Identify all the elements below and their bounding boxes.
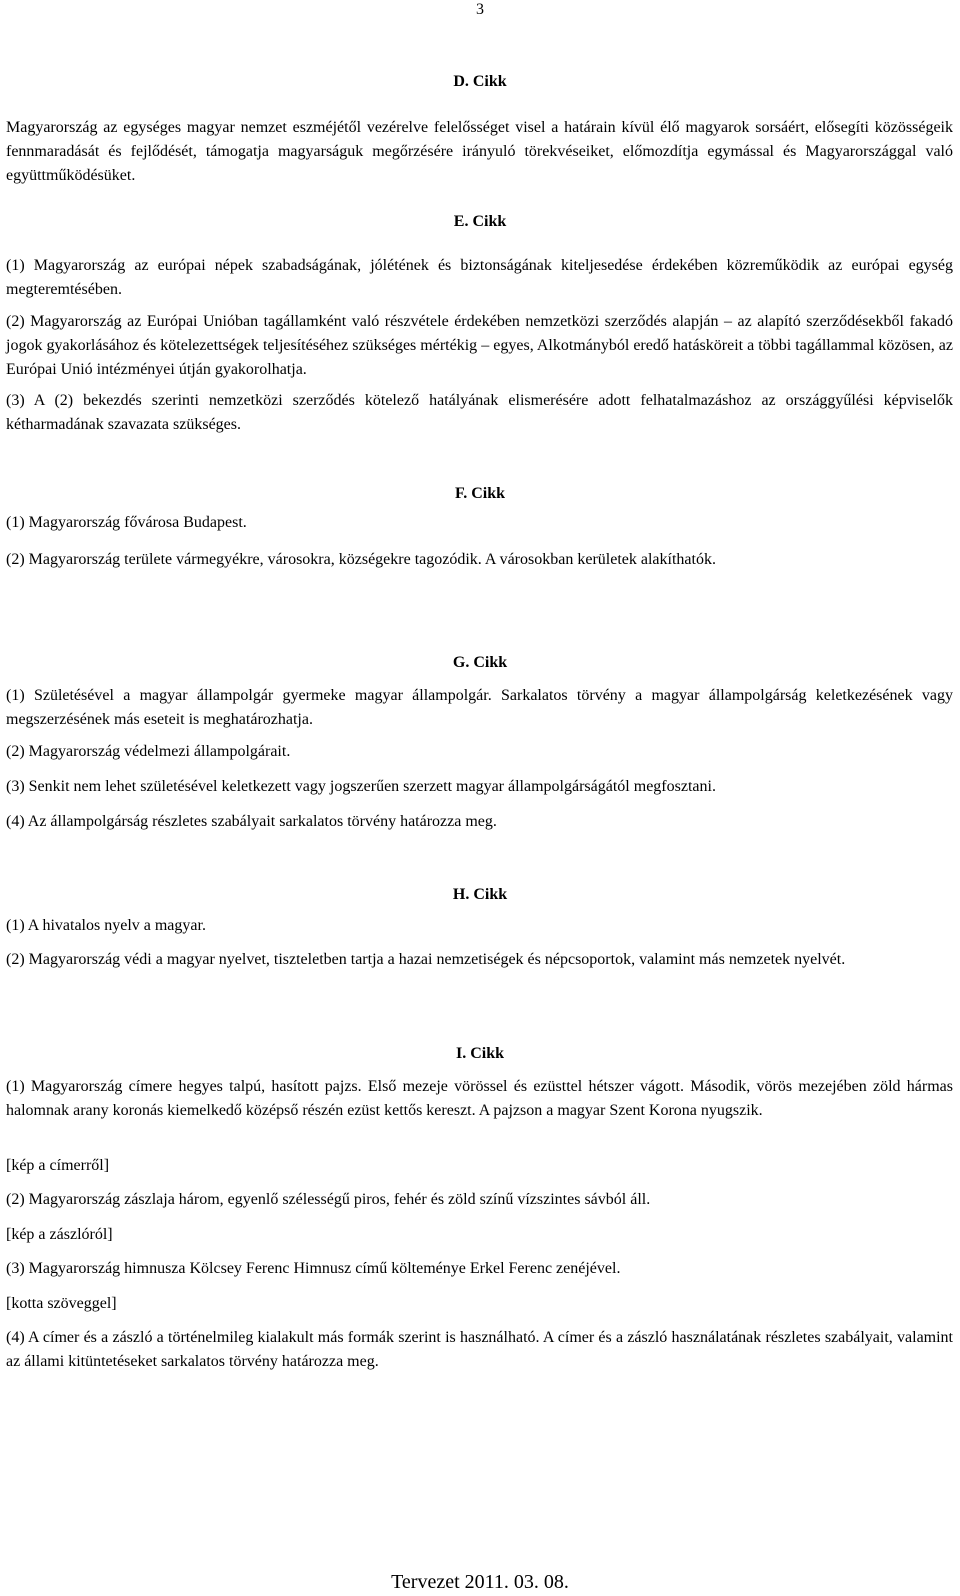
coat-of-arms-image-placeholder: [kép a címerről] [6,1157,110,1174]
article-h-paragraph-2: (2) Magyarország védi a magyar nyelvet, tiszteletben tartja a hazai nemzetiségek és népcsoportok, valamint más nemzetek nyelvét. [6,951,846,968]
article-f-heading: F. Cikk [454,485,506,502]
article-e-paragraph-2: (2) Magyarország az Európai Unióban tagállamként való részvétele érdekében nemzetközi szerződés alapján – az alapító szerződésekből fakadó jogok gyakorlásához és kötelezettségek teljesítéséhez szükséges mértékig – egyes, Alkotmányból eredő hatásköreit a többi tagállammal közösen, az Európai Unió intézményei útján gyakorolhatja. [6,313,953,378]
article-i-heading: I. Cikk [455,1045,505,1062]
article-f-paragraph-2: (2) Magyarország területe vármegyékre, városokra, községekre tagozódik. A városokban kerületek alakíthatók. [6,551,716,568]
article-e-heading: E. Cikk [453,213,507,230]
flag-image-placeholder: [kép a zászlóról] [6,1226,113,1243]
article-d-paragraph-1: Magyarország az egységes magyar nemzet eszméjétől vezérelve felelősséget visel a határain kívül élő magyarok sorsáért, elősegíti közösségeik fennmaradását és fejlődését, támogatja magyarságuk megőrzésére irányuló törekvéseiket, előmozdítja egymással és Magyarországgal való együttműködésüket. [6,119,953,184]
article-f-paragraph-1: (1) Magyarország fővárosa Budapest. [6,514,247,531]
page-number: 3 [476,1,484,18]
article-i-paragraph-3: (3) Magyarország himnusza Kölcsey Ferenc Himnusz című költeménye Erkel Ferenc zenéjével. [6,1260,621,1277]
article-h-heading: H. Cikk [452,886,508,903]
article-d-heading: D. Cikk [453,73,507,90]
article-i-paragraph-1: (1) Magyarország címere hegyes talpú, hasított pajzs. Első mezeje vörössel és ezüsttel hétszer vágott. Második, vörös mezejében zöld hármas halomnak arany koronás kiemelkedő középső részén ezüst kettős kereszt. A pajzson a magyar Szent Korona nyugszik. [6,1078,953,1119]
article-g-paragraph-4: (4) Az állampolgárság részletes szabályait sarkalatos törvény határozza meg. [6,813,497,830]
article-i-paragraph-2: (2) Magyarország zászlaja három, egyenlő szélességű piros, fehér és zöld színű vízszintes sávból áll. [6,1191,651,1208]
anthem-score-placeholder: [kotta szöveggel] [6,1295,117,1312]
article-g-paragraph-2: (2) Magyarország védelmezi állampolgárait. [6,743,291,760]
article-e-paragraph-1: (1) Magyarország az európai népek szabadságának, jólétének és biztonságának kiteljesedése érdekében közreműködik az európai egység megteremtésében. [6,257,953,298]
article-g-paragraph-1: (1) Születésével a magyar állampolgár gyermeke magyar állampolgár. Sarkalatos törvény a magyar állampolgárság keletkezésének vagy megszerzésének más eseteit is meghatározhatja. [6,687,953,728]
article-h-paragraph-1: (1) A hivatalos nyelv a magyar. [6,917,206,934]
footer-draft-date: Tervezet 2011. 03. 08. [391,1571,569,1593]
article-g-heading: G. Cikk [452,654,508,671]
article-g-paragraph-3: (3) Senkit nem lehet születésével keletkezett vagy jogszerűen szerzett magyar állampolgárságától megfosztani. [6,778,716,795]
article-i-paragraph-4: (4) A címer és a zászló a történelmileg kialakult más formák szerint is használható. A címer és a zászló használatának részletes szabályait, valamint az állami kitüntetéseket sarkalatos törvény határozza meg. [6,1329,953,1370]
article-e-paragraph-3: (3) A (2) bekezdés szerinti nemzetközi szerződés kötelező hatályának elismerésére adott felhatalmazáshoz az országgyűlési képviselők kétharmadának szavazata szükséges. [6,392,953,433]
